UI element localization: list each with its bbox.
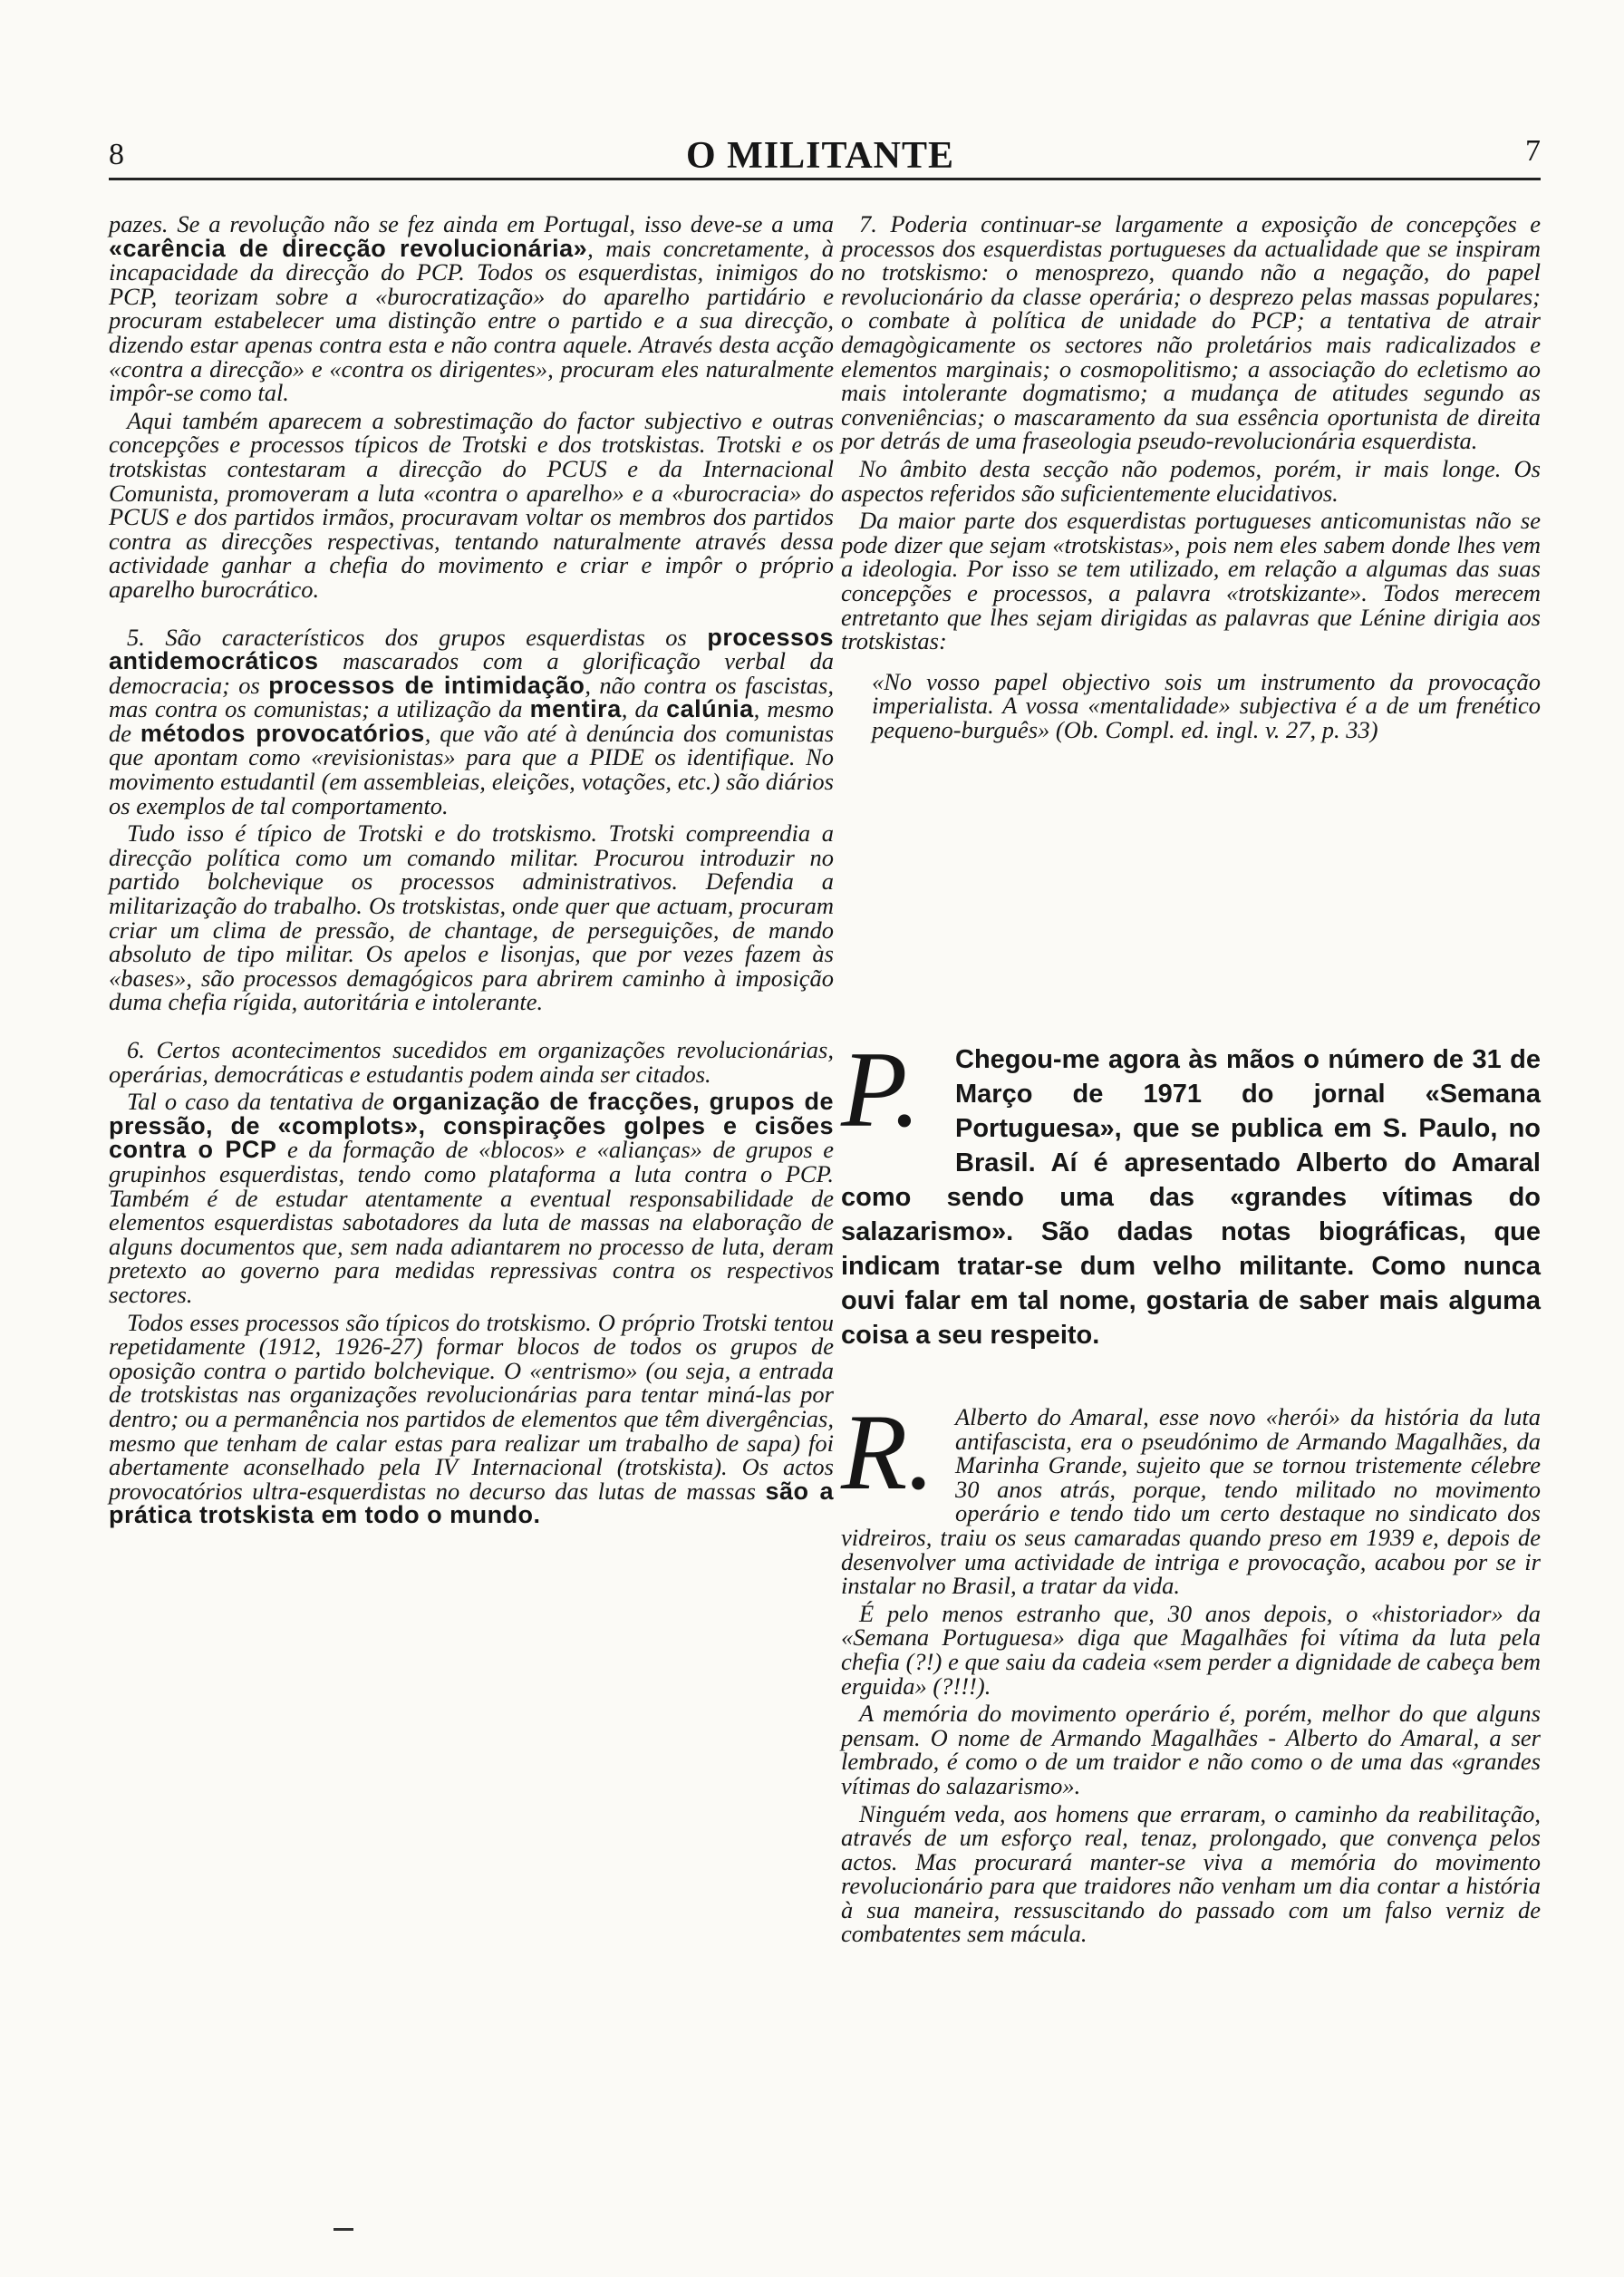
left-column bbox=[109, 212, 834, 1527]
emphasis-text: «carência de direcção revolucionária» bbox=[109, 234, 588, 262]
left-paragraph-3 bbox=[109, 625, 834, 819]
text-run: , mesmo de bbox=[109, 695, 834, 747]
header-rule bbox=[109, 178, 1541, 180]
print-mark bbox=[334, 2228, 353, 2231]
question-block bbox=[841, 1029, 1541, 1352]
text-run: 5. São característicos dos grupos esquerdistas os bbox=[127, 623, 708, 651]
left-paragraph-2: Aqui também aparecem a sobrestimação do factor subjectivo e outras concepções e processos típicos de Trotski e dos trotskistas. Trotski e os trotskistas contestaram a direcção do PCUS e da Internacional Comunista, promoveram a luta «contra o aparelho» e a «burocracia» do PCUS e dos partidos irmãos, procuravam voltar os membros dos partidos contra as direcções respectivas, tentando naturalmente através dessa actividade ganhar a chefia do movimento e criar e impôr o próprio aparelho burocrático. bbox=[109, 406, 834, 603]
emphasis-text: calúnia bbox=[666, 695, 754, 723]
answer-dropcap: R. bbox=[841, 1391, 935, 1512]
publication-title: O MILITANTE bbox=[685, 135, 955, 177]
answer-paragraph-3: A memória do movimento operário é, porém, melhor do que alguns pensam. O nome de Armando Magalhães - Alberto do Amaral, a ser lembrado, é como o de um traidor e não como o de uma das «grandes vítimas do salazarismo». bbox=[841, 1700, 1541, 1799]
emphasis-text: organização de fracções, grupos de pressão, de «complots», conspirações golpes e cisões contra o PCP bbox=[109, 1088, 834, 1164]
right-paragraph-1: 7. Poderia continuar-se largamente a exposição de concepções e processos dos esquerdistas portugueses da actualidade que se inspiram no trotskismo: o menosprezo, quando não a negação, do papel revolucionário da classe operária; o desprezo pelas massas populares; o combate à política de unidade do PCP; a tentativa de atrair demagògicamente os sectores não proletários mais radicalizados e elementos marginais; o cosmopolitismo; a associação do ecletismo ao mais intolerante dogmatismo; a mudança de atitudes segundo as conveniências; o mascaramento da sua essência oportunista de direita por detrás de uma fraseologia pseudo-revolucionária esquerdista. bbox=[841, 210, 1541, 455]
right-paragraph-3: Da maior parte dos esquerdistas portugueses anticomunistas não se pode dizer que sejam «trotskistas», pois nem eles sabem donde lhes vem a ideologia. Por isso se tem utilizado, em relação a algumas das suas concepções e processos, a palavra «trotskizante». Todos merecem entretanto que lhes sejam dirigidas as palavras que Lénine dirigia aos trotskistas: bbox=[841, 507, 1541, 655]
page-number-right: 7 bbox=[1525, 134, 1541, 168]
right-column bbox=[841, 212, 1541, 741]
text-run: , mais concretamente, à incapacidade da direcção do PCP. Todos os esquerdistas, inimigos do PCP, teorizam sobre a «burocratização» do aparelho partidário e procuram estabelecer uma distinção entre o partido e a sua direcção, dizendo estar apenas contra esta e não contra aquele. Através desta acção «contra a direcção» e «contra os dirigentes», procuram eles naturalmente impôr-se como tal. bbox=[109, 234, 834, 407]
emphasis-text: processos de intimidação bbox=[268, 671, 585, 699]
lenin-quote: «No vosso papel objectivo sois um instrumento da provocação imperialista. A vossa «mentalidade» subjectiva é a de um frenético pequeno-burguês» (Ob. Compl. ed. ingl. v. 27, p. 33) bbox=[872, 667, 1541, 743]
emphasis-text: mentira bbox=[529, 695, 622, 723]
text-run: , da bbox=[621, 695, 667, 723]
text-run: Tal o caso da tentativa de bbox=[127, 1088, 392, 1116]
text-run: , não contra os fascistas, mas contra os comunistas; a utilização da bbox=[109, 671, 834, 723]
right-paragraph-2: No âmbito desta secção não podemos, porém, ir mais longe. Os aspectos referidos são suficientemente elucidativos. bbox=[841, 454, 1541, 507]
text-run: , que vão até à denúncia dos comunistas que apontam como «revisionistas» para que a PIDE os identifique. No movimento estudantil (em assembleias, eleições, votações, etc.) são diários os exemplos de tal comportamento. bbox=[109, 719, 835, 819]
page-number-left: 8 bbox=[109, 138, 124, 171]
answer-paragraph-1: Alberto do Amaral, esse novo «herói» da história da luta antifascista, era o pseudónimo de Armando Magalhães, da Marinha Grande, sujeito que se tornou tristemente célebre 30 anos atrás, porque, tendo militado no movimento operário e tendo tido um certo destaque no sindicato dos vidreiros, traiu os seus camaradas quando preso em 1939 e, depois de desenvolver uma actividade de intriga e provocação, acabou por se ir instalar no Brasil, a tratar da vida. bbox=[841, 1403, 1541, 1600]
left-paragraph-4: Tudo isso é típico de Trotski e do trotskismo. Trotski compreendia a direcção política como um comando militar. Procurou introduzir no partido bolchevique os processos administrativos. Defendia a militarização do trabalho. Os trotskistas, onde quer que actuam, procuram criar um clima de pressão, de chantage, de perseguições, de mando absoluto de tipo militar. Os apelos e lisonjas, que por vezes fazem às «bases», são processos demagógicos para abrirem caminho à imposição duma chefia rígida, autoritária e intolerante. bbox=[109, 819, 834, 1016]
answer-paragraph-4: Ninguém veda, aos homens que erraram, o caminho da reabilitação, através de um esforço real, tenaz, prolongado, que convença pelos actos. Mas procurará manter-se viva a memória do movimento revolucionário para que traidores não venham um dia contar a história à sua maneira, ressuscitando do passado com um falso verniz de combatentes sem mácula. bbox=[841, 1799, 1541, 1948]
left-paragraph-5: 6. Certos acontecimentos sucedidos em organizações revolucionárias, operárias, democráticas e estudantis podem ainda ser citados. bbox=[109, 1036, 834, 1088]
answer-block bbox=[841, 1391, 1541, 1948]
emphasis-text: processos antidemocráticos bbox=[109, 623, 834, 675]
question-dropcap: P. bbox=[841, 1029, 921, 1149]
page-header bbox=[100, 127, 1541, 181]
text-run: pazes. Se a revolução não se fez ainda em Portugal, isso deve-se a uma bbox=[109, 210, 834, 237]
emphasis-text: métodos provocatórios bbox=[140, 719, 425, 747]
left-paragraph-6 bbox=[109, 1090, 834, 1306]
text-run: Todos esses processos são típicos do trotskismo. O próprio Trotski tentou repetidamente (1912, 1926-27) formar blocos de todos os grupos de oposição contra o partido bolchevique. O «entrismo» (ou seja, a entrada de trotskistas nas organizações revolucionárias para tentar miná-las por dentro; ou a permanência nos partidos de elementos que têm divergências, mesmo que tenham de calar estas para realizar um trabalho de sapa) foi abertamente aconselhado pela IV Internacional (trotskista). Os actos provocatórios ultra-esquerdistas no decurso das lutas de massas bbox=[109, 1308, 834, 1505]
text-run: mascarados com a glorificação verbal da democracia; os bbox=[109, 647, 834, 699]
answer-paragraph-2: É pelo menos estranho que, 30 anos depois, o «historiador» da «Semana Portuguesa» diga que Magalhães foi vítima da luta pela chefia (?!) e que saiu da cadeia «sem perder a dignidade de cabeça bem erguida» (?!!!). bbox=[841, 1599, 1541, 1700]
question-text: Chegou-me agora às mãos o número de 31 de Março de 1971 do jornal «Semana Portuguesa», que se publica em S. Paulo, no Brasil. Aí é apresentado Alberto do Amaral como sendo uma das «grandes vítimas do salazarismo». São dadas notas biográficas, que indicam tratar-se dum velho militante. Como nunca ouvi falar em tal nome, gostaria de saber mais alguma coisa a seu respeito. bbox=[841, 1045, 1541, 1350]
emphasis-text: são a prática trotskista em todo o mundo. bbox=[109, 1477, 835, 1529]
left-paragraph-7 bbox=[109, 1308, 835, 1529]
text-run: e da formação de «blocos» e «alianças» de grupos e grupinhos esquerdistas, tendo como plataforma a luta contra o PCP. Também é de estudar atentamente a eventual responsabilidade de elementos esquerdistas sabotadores da luta de massas na elaboração de alguns documentos que, sem nada adiantarem no processo de luta, deram pretexto ao governo para medidas repressivas contra os respectivos sectores. bbox=[109, 1136, 835, 1308]
left-paragraph-1 bbox=[109, 212, 834, 405]
